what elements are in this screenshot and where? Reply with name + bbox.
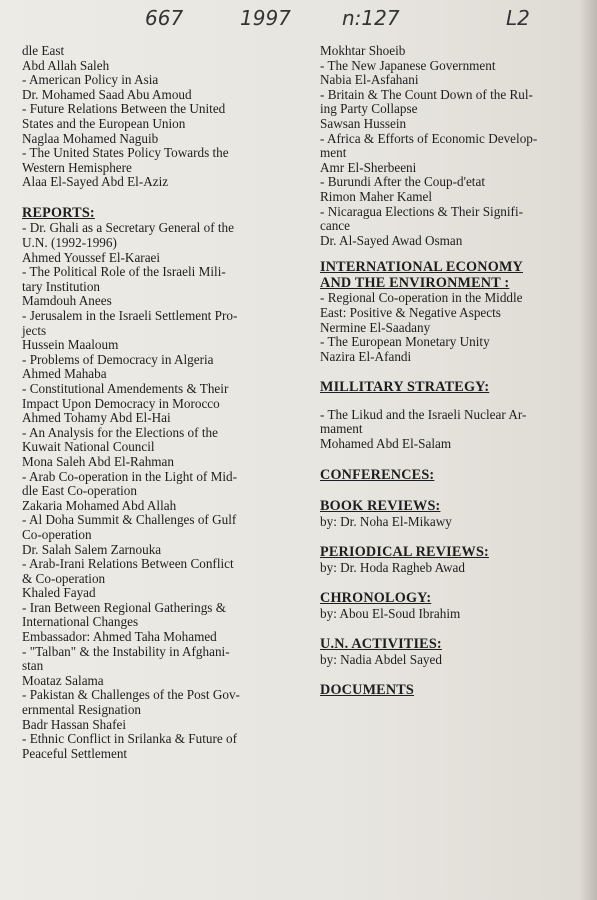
- contents-line: tary Institution: [22, 278, 101, 294]
- spacer: [320, 396, 585, 408]
- contents-line: - "Talban" & the Instability in Afghani-: [22, 643, 230, 659]
- contents-line: Impact Upon Democracy in Morocco: [22, 395, 220, 411]
- contents-line: - Regional Co-operation in the Middle: [320, 290, 523, 306]
- handwritten-year: 1997: [240, 6, 291, 30]
- contents-line: Ahmed Tohamy Abd El-Hai: [22, 410, 171, 426]
- contents-line: - Africa & Efforts of Economic Develop-: [320, 130, 538, 146]
- contents-line: jects: [22, 322, 47, 338]
- contents-line: Ahmed Youssef El-Karaei: [22, 249, 161, 265]
- contents-line: - Burundi After the Coup-d'etat: [320, 174, 485, 190]
- section-heading: CONFERENCES:: [320, 466, 435, 483]
- contents-line: East: Positive & Negative Aspects: [320, 304, 501, 320]
- contents-line: - Constitutional Amendements & Their: [22, 380, 229, 396]
- contents-line: Peaceful Settlement: [22, 745, 128, 761]
- contents-line: - Ethnic Conflict in Srilanka & Future of: [22, 731, 237, 747]
- contents-line: Nermine El-Saadany: [320, 319, 431, 335]
- contents-line: - Problems of Democracy in Algeria: [22, 351, 214, 367]
- contents-line: Co-operation: [22, 526, 92, 542]
- contents-line: Naglaa Mohamed Naguib: [22, 130, 159, 146]
- handwritten-code: L2: [506, 6, 530, 30]
- contents-line: Amr El-Sherbeeni: [320, 159, 417, 175]
- contents-line: Nazira El-Afandi: [320, 348, 412, 364]
- contents-line: Ahmed Mahaba: [22, 366, 107, 382]
- contents-line: - The European Monetary Unity: [320, 334, 490, 350]
- contents-line: - Nicaragua Elections & Their Signifi-: [320, 203, 524, 219]
- contents-line: Dr. Mohamed Saad Abu Amoud: [22, 86, 192, 102]
- contents-line: - Jerusalem in the Israeli Settlement Pro-: [22, 308, 238, 323]
- spacer: [22, 190, 287, 206]
- contents-line: mament: [320, 421, 363, 437]
- contents-line: Dr. Salah Salem Zarnouka: [22, 541, 162, 557]
- contents-line: Badr Hassan Shafei: [22, 716, 127, 732]
- contents-line: ernmental Resignation: [22, 702, 142, 718]
- contents-line: by: Abou El-Soud Ibrahim: [320, 605, 461, 621]
- section-heading: AND THE ENVIRONMENT :: [320, 274, 510, 291]
- contents-line: Zakaria Mohamed Abd Allah: [22, 497, 177, 513]
- contents-line: - Britain & The Count Down of the Rul-: [320, 86, 533, 102]
- contents-line: dle East: [22, 43, 65, 58]
- contents-line: Embassador: Ahmed Taha Mohamed: [22, 629, 217, 645]
- contents-line: - American Policy in Asia: [22, 72, 159, 88]
- contents-line: Mokhtar Shoeib: [320, 43, 406, 58]
- contents-line: States and the European Union: [22, 115, 186, 131]
- contents-line: Alaa El-Sayed Abd El-Aziz: [22, 174, 169, 190]
- contents-line: International Changes: [22, 614, 139, 630]
- contents-line: - Arab Co-operation in the Light of Mid-: [22, 468, 237, 484]
- section-heading: DOCUMENTS: [320, 682, 415, 699]
- contents-line: Mohamed Abd El-Salam: [320, 435, 452, 451]
- contents-line: U.N. (1992-1996): [22, 235, 117, 251]
- contents-line: Rimon Maher Kamel: [320, 188, 433, 204]
- contents-line: ment: [320, 145, 347, 161]
- contents-line: Mamdouh Anees: [22, 293, 112, 309]
- contents-line: - Iran Between Regional Gatherings &: [22, 599, 226, 615]
- contents-line: - Dr. Ghali as a Secretary General of the: [22, 220, 235, 236]
- page-edge-shadow: [579, 0, 597, 900]
- contents-line: - Pakistan & Challenges of the Post Gov-: [22, 687, 240, 703]
- section-heading: CHRONOLOGY:: [320, 590, 432, 607]
- spacer: [320, 364, 585, 380]
- handwritten-number: 667: [145, 6, 184, 30]
- contents-line: stan: [22, 658, 44, 674]
- contents-line: Dr. Al-Sayed Awad Osman: [320, 232, 463, 248]
- contents-line: - An Analysis for the Elections of the: [22, 424, 218, 440]
- spacer: [320, 452, 585, 468]
- contents-line: - The Political Role of the Israeli Mili-: [22, 264, 226, 280]
- contents-line: by: Dr. Noha El-Mikawy: [320, 513, 452, 529]
- contents-line: Hussein Maaloum: [22, 337, 119, 353]
- contents-line: by: Dr. Hoda Ragheb Awad: [320, 559, 465, 575]
- section-heading: INTERNATIONAL ECONOMY: [320, 259, 523, 276]
- contents-line: - The United States Policy Towards the: [22, 145, 229, 161]
- section-heading: BOOK REVIEWS:: [320, 498, 441, 515]
- contents-line: Sawsan Hussein: [320, 115, 407, 131]
- right-column: [320, 44, 585, 699]
- contents-line: - The Likud and the Israeli Nuclear Ar-: [320, 406, 527, 422]
- section-heading: PERIODICAL REVIEWS:: [320, 544, 489, 561]
- section-heading: U.N. ACTIVITIES:: [320, 636, 442, 653]
- contents-line: - The New Japanese Government: [320, 57, 496, 73]
- contents-line: by: Nadia Abdel Sayed: [320, 651, 442, 667]
- section-heading: REPORTS:: [22, 204, 95, 221]
- spacer: [320, 529, 585, 545]
- handwritten-issue: n:127: [342, 6, 400, 30]
- spacer: [320, 667, 585, 683]
- contents-line: - Future Relations Between the United: [22, 101, 226, 117]
- contents-line: - Arab-Irani Relations Between Conflict: [22, 556, 234, 572]
- contents-line: Mona Saleh Abd El-Rahman: [22, 453, 174, 469]
- spacer: [320, 575, 585, 591]
- contents-line: Abd Allah Saleh: [22, 57, 110, 73]
- contents-line: - Al Doha Summit & Challenges of Gulf: [22, 512, 237, 528]
- spacer: [320, 483, 585, 499]
- contents-line: Western Hemisphere: [22, 159, 132, 175]
- contents-line: & Co-operation: [22, 570, 106, 586]
- spacer: [320, 621, 585, 637]
- contents-line: ing Party Collapse: [320, 101, 418, 117]
- contents-line: Kuwait National Council: [22, 439, 155, 455]
- contents-line: Moataz Salama: [22, 672, 104, 688]
- section-heading: MILLITARY STRATEGY:: [320, 379, 490, 396]
- contents-line: Khaled Fayad: [22, 585, 96, 601]
- contents-line: dle East Co-operation: [22, 483, 137, 499]
- left-column: [22, 44, 287, 761]
- contents-line: cance: [320, 218, 351, 234]
- contents-line: Nabia El-Asfahani: [320, 72, 419, 88]
